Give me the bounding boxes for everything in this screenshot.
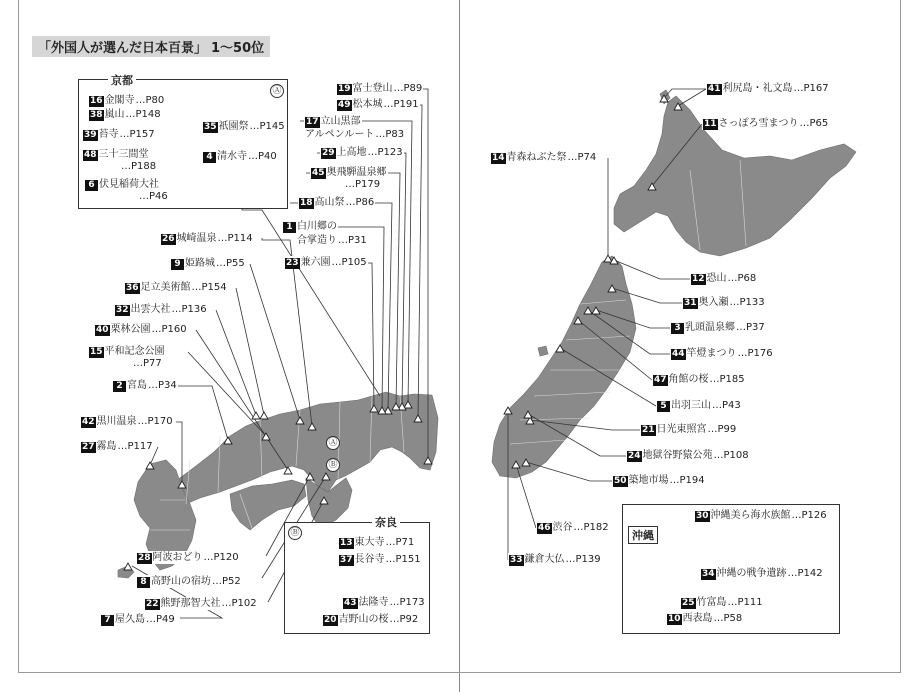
- label-oirase: 31 奥入瀬…P133: [684, 297, 765, 308]
- label-kokedera: 39 苔寺…P157: [84, 129, 155, 140]
- marker-a-kyoto: Ⓐ: [270, 84, 284, 98]
- label-kinkakuji: 16 金閣寺…P80: [90, 95, 165, 106]
- label-kinosaki-onsen: 26 城崎温泉…P114: [162, 233, 253, 244]
- marker-a-map: Ⓐ: [326, 436, 340, 450]
- label-rishiri-rebun: 41 利尻島・礼文島…P167: [708, 83, 829, 94]
- label-ritsurin-park: 40 栗林公園…P160: [96, 324, 187, 335]
- title-range: 1〜50位: [211, 41, 265, 56]
- label-awa-odori: 28 阿波おどり…P120: [138, 552, 239, 563]
- label-peace-memorial-park: 15 平和記念公園: [90, 346, 165, 357]
- label-churaumi: 30 沖縄美ら海水族館…P126: [696, 510, 827, 521]
- label-tateyama: 17 立山黒部: [306, 116, 361, 127]
- label-adachi-museum: 36 足立美術館…P154: [126, 282, 227, 293]
- label-kakunodate: 47 角館の桜…P185: [654, 374, 745, 385]
- label-kirishima: 27 霧島…P117: [82, 441, 153, 452]
- label-arashiyama: 38 嵐山…P148: [90, 109, 161, 120]
- label-takayama-matsuri: 18 高山祭…P86: [300, 197, 375, 208]
- okinawa-box-title: 沖縄: [628, 526, 658, 544]
- label-shibuya: 46 渋谷…P182: [538, 522, 609, 533]
- label-kurokawa-onsen: 42 黒川温泉…P170: [82, 416, 173, 427]
- label-horyuji: 43 法隆寺…P173: [344, 597, 425, 608]
- label-hasedera: 37 長谷寺…P151: [340, 554, 421, 565]
- label-dewa-sanzan: 5 出羽三山…P43: [656, 399, 742, 412]
- label-matsumoto-castle: 49 松本城…P191: [338, 99, 419, 110]
- label-kamikochi: 29 上高地…P123: [322, 147, 403, 158]
- label-shirakawago: 1 白川郷の: [282, 220, 338, 233]
- marker-b-nara: Ⓑ: [288, 526, 302, 540]
- label-sapporo-snow: 11 さっぽろ雪まつり…P65: [704, 118, 829, 129]
- label-taketomi: 25 竹富島…P111: [682, 597, 763, 608]
- label-kiyomizudera: 4 清水寺…P40: [202, 150, 278, 163]
- label-todaiji: 13 東大寺…P71: [340, 537, 415, 548]
- label-sanjusangendo-page: …P188: [121, 161, 157, 172]
- marker-b-map: Ⓑ: [326, 458, 340, 472]
- label-nyuto-onsen: 3 乳頭温泉郷…P37: [670, 321, 766, 334]
- label-tsukiji-market: 50 築地市場…P194: [614, 475, 705, 486]
- sado-landmass: [538, 346, 548, 356]
- label-fushimi-inari: 6 伏見稲荷大社: [84, 178, 160, 191]
- label-kamakura-daibutsu: 33 鎌倉大仏…P139: [510, 554, 601, 565]
- title-main: 「外国人が選んだ日本百景」: [38, 41, 208, 56]
- label-gion-matsuri: 35 祇園祭…P145: [204, 121, 285, 132]
- label-izumo-taisha: 32 出雲大社…P136: [116, 304, 207, 315]
- label-okuhida-page: …P179: [345, 179, 381, 190]
- kyoto-box-title: 京都: [108, 72, 136, 88]
- nara-box-title: 奈良: [372, 514, 400, 530]
- label-nikko-toshogu: 21 日光東照宮…P99: [642, 424, 737, 435]
- label-yakushima: 7 屋久島…P49: [100, 613, 176, 626]
- label-yoshino-sakura: 20 吉野山の桜…P92: [324, 614, 419, 625]
- label-aomori-nebuta: 14 青森ねぶた祭…P74: [492, 152, 597, 163]
- label-okuhida: 45 奥飛騨温泉郷: [312, 167, 387, 178]
- label-osorezan: 12 恐山…P68: [692, 273, 757, 284]
- label-tateyama-line2: アルペンルート…P83: [305, 129, 405, 140]
- label-sanjusangendo: 48 三十三間堂: [84, 149, 149, 160]
- label-fuji-climb: 19 富士登山…P89: [338, 83, 423, 94]
- label-kenrokuen: 23 兼六園…P105: [286, 257, 367, 268]
- label-okinawa-war-sites: 34 沖縄の戦争遺跡…P142: [702, 568, 823, 579]
- label-miyajima: 2 宮島…P34: [112, 379, 178, 392]
- label-kumano-nachi: 22 熊野那智大社…P102: [146, 598, 257, 609]
- label-iriomote: 10 西表島…P58: [668, 613, 743, 624]
- label-kanto-matsuri: 44 竿燈まつり…P176: [672, 348, 773, 359]
- label-koyasan: 8 高野山の宿坊…P52: [136, 575, 242, 588]
- label-himeji-castle: 9 姫路城…P55: [170, 257, 246, 270]
- label-peace-memorial-park-page: …P77: [133, 358, 162, 369]
- label-fushimi-inari-page: …P46: [139, 191, 168, 202]
- label-shirakawago-line2: 合掌造り…P31: [297, 235, 367, 246]
- label-jigokudani: 24 地獄谷野猿公苑…P108: [628, 450, 749, 461]
